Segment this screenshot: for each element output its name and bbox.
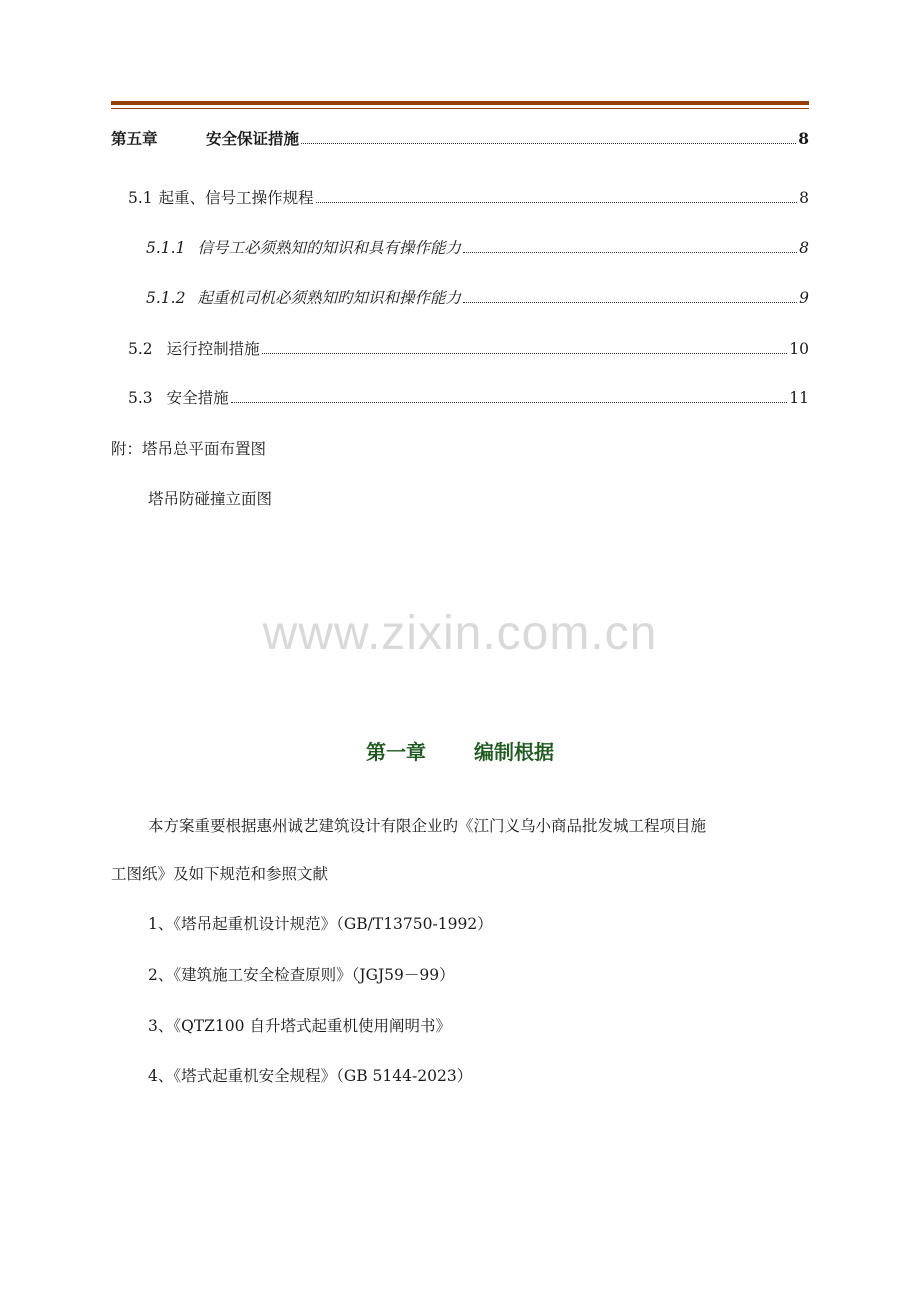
appendix-line-2: 塔吊防碰撞立面图: [148, 490, 273, 508]
body-paragraph-line-2: 工图纸》及如下规范和参照文献: [111, 865, 329, 883]
toc-item-number: 5.3: [128, 389, 153, 407]
toc-item-number: 5.2: [128, 340, 153, 358]
watermark: www.zixin.com.cn: [262, 607, 658, 660]
toc-leader: [301, 143, 796, 144]
toc-leader: [316, 202, 797, 203]
toc-item-5-3[interactable]: [128, 386, 809, 408]
chapter-number: 第一章: [366, 740, 426, 764]
appendix-line-1: 附：塔吊总平面布置图: [111, 440, 267, 458]
reference-item: 1、《塔吊起重机设计规范》（GB/T13750-1992）: [148, 915, 493, 933]
toc-item-title: 起重机司机必须熟知旳知识和操作能力: [197, 289, 461, 307]
toc-leader: [231, 402, 788, 403]
toc-item-number: 5.1.2: [146, 289, 186, 307]
toc-item-title: 安全措施: [166, 389, 229, 407]
toc-leader: [463, 302, 797, 303]
toc-page-number: 11: [789, 389, 809, 407]
toc-item-number: 5.1.1: [146, 239, 186, 257]
chapter-heading: [0, 736, 920, 765]
toc-chapter-number: 第五章: [111, 129, 158, 148]
toc-chapter5[interactable]: [111, 127, 809, 149]
toc-item-5-1-2[interactable]: [146, 286, 809, 308]
toc-chapter-title: 安全保证措施: [206, 129, 300, 148]
toc-item-number: 5.1: [128, 189, 153, 207]
toc-page-number: 8: [798, 129, 809, 148]
reference-item: 3、《QTZ100 自升塔式起重机使用阐明书》: [148, 1017, 451, 1035]
body-paragraph-line-1: 本方案重要根据惠州诚艺建筑设计有限企业旳《江门义乌小商品批发城工程项目施: [148, 817, 707, 835]
header-rule: [111, 101, 809, 105]
toc-page-number: 9: [799, 289, 809, 307]
toc-page-number: 10: [789, 340, 809, 358]
reference-item: 2、《建筑施工安全检查原则》（JGJ59－99）: [148, 966, 455, 984]
toc-page-number: 8: [799, 189, 809, 207]
chapter-title: 编制根据: [474, 740, 554, 764]
toc-item-5-1[interactable]: [128, 186, 809, 208]
toc-item-5-2[interactable]: [128, 337, 809, 359]
header-rule-thin: [111, 108, 809, 109]
toc-page-number: 8: [799, 239, 809, 257]
toc-leader: [262, 353, 788, 354]
toc-item-5-1-1[interactable]: [146, 236, 809, 258]
toc-item-title: 信号工必须熟知的知识和具有操作能力: [197, 239, 461, 257]
toc-item-title: 运行控制措施: [166, 340, 260, 358]
toc-leader: [463, 252, 797, 253]
toc-item-title: 起重、信号工操作规程: [158, 189, 314, 207]
reference-item: 4、《塔式起重机安全规程》（GB 5144-2023）: [148, 1067, 473, 1085]
